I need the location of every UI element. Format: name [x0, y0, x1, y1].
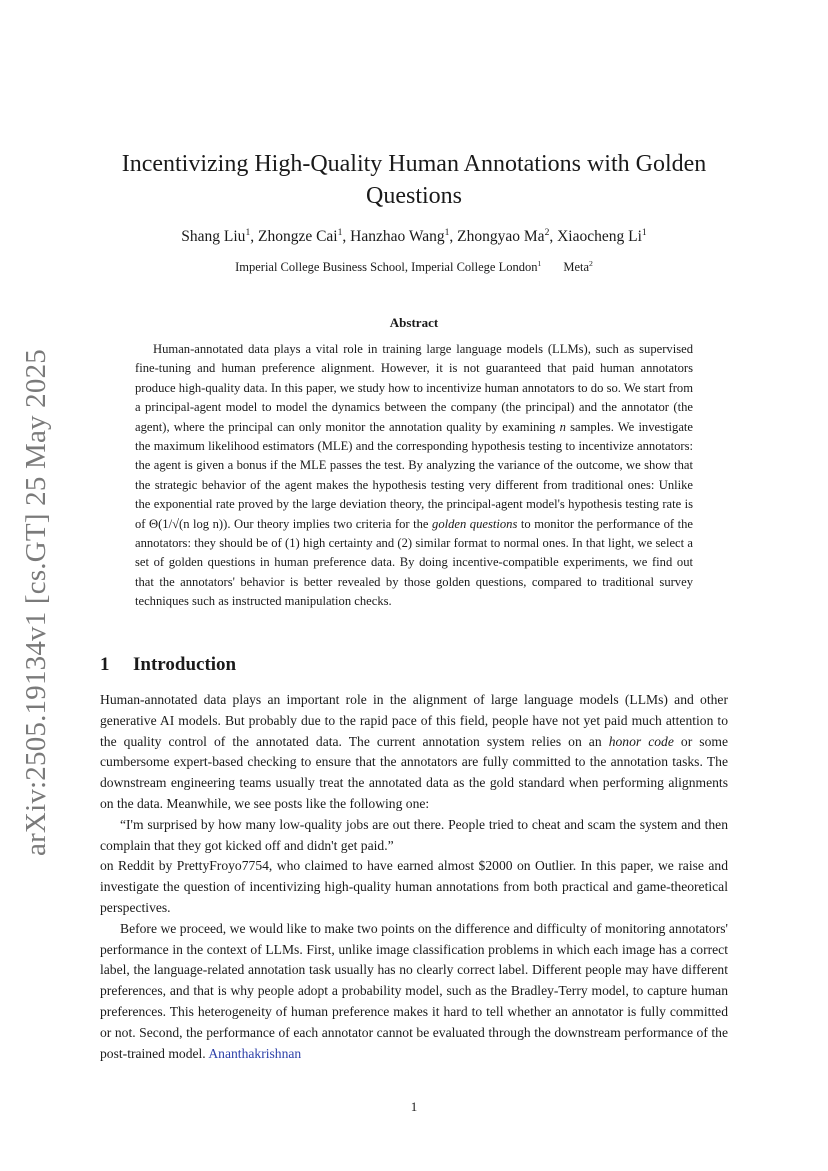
- affiliation-mark: 2: [589, 258, 593, 268]
- author-affiliation-mark: 1: [444, 226, 450, 238]
- author-name: Zhongze Cai: [257, 228, 338, 245]
- math-expression: Θ(1/√(n log n)): [149, 516, 228, 531]
- author-list: Shang Liu$^1$, Zhongze Cai$^1$, Hanzhao Wang$^1$, Zhongyao Ma$^2$, Xiaocheng Li$^1$: [181, 226, 647, 245]
- abstract-text: Human-annotated data plays a vital role in training large language models (LLMs), such as supervised fine-tuning and human preference alignment. However, it is not guaranteed that paid human annotators produce high-quality data. In this paper, we study how to incentivize human annotators to do so. We start from a principal-agent model to model the dynamics between the company (the principal) and the annotator (the agent), where the principal can only monitor the annotation quality by examining n samples. We investigate the maximum likelihood estimators (MLE) and the corresponding hypothesis testing to incentivize annotators: the agent is given a bonus if the MLE passes the test. By analyzing the variance of the outcome, we show that the strategic behavior of the agent makes the hypothesis testing very different from traditional ones: Unlike the exponential rate proved by the large deviation theory, the principal-agent model's hypothesis testing rate is of Θ(1/√(n log n)). Our theory implies two criteria for the golden questions to monitor the performance of the annotators: they should be of (1) high certainty and (2) similar format to normal ones. In that light, we select a set of golden questions in human preference data. By doing incentive-compatible experiments, we find out that the annotators' behavior is better revealed by those golden questions, compared to traditional survey techniques such as instructed manipulation checks.: [135, 342, 694, 609]
- author-affiliation-mark: 1: [337, 226, 343, 238]
- affiliation-list: [100, 260, 728, 275]
- author-affiliation-mark: 2: [544, 226, 550, 238]
- emphasis-text: honor code: [608, 733, 674, 749]
- section-title: Introduction: [133, 654, 237, 675]
- body-text: [100, 690, 728, 1064]
- paper-title: Incentivizing High-Quality Human Annotations with Golden Questions: [121, 151, 707, 209]
- paragraph: on Reddit by PrettyFroyo7754, who claimed to have earned almost $2000 on Outlier. In this paper, we raise and investigate the question of incentivizing high-quality human annotations from both practical and game-theoretical perspectives.: [100, 858, 728, 915]
- affiliation-name: Imperial College Business School, Imperial College London: [235, 260, 538, 274]
- author-affiliation-mark: 1: [641, 226, 647, 238]
- arxiv-identifier-stamp: [16, 348, 56, 856]
- affiliation-mark: 1: [537, 258, 542, 268]
- math-variable: n: [559, 419, 566, 434]
- affiliation-name: Meta: [563, 260, 590, 274]
- author-name: Hanzhao Wang: [350, 228, 445, 245]
- citation-link[interactable]: Ananthakrishnan: [208, 1045, 302, 1061]
- author-affiliation-mark: 1: [245, 226, 251, 238]
- emphasis-text: golden questions: [432, 516, 518, 531]
- arxiv-identifier-text: arXiv:2505.19134v1 [cs.GT] 25 May 2025: [19, 348, 52, 856]
- quote-paragraph: “I'm surprised by how many low-quality jobs are out there. People tried to cheat and scam the system and then complain that they got kicked off and didn't get paid.”: [100, 816, 728, 853]
- author-name: Shang Liu: [181, 228, 246, 245]
- page-number: 1: [410, 1099, 418, 1114]
- author-name: Xiaocheng Li: [557, 228, 642, 245]
- section-number: 1: [100, 654, 110, 675]
- abstract-heading: Abstract: [389, 315, 439, 330]
- paragraph: Before we proceed, we would like to make two points on the difference and difficulty of monitoring annotators' performance in the context of LLMs. First, unlike image classification problems in which each image has a correct label, the language-related annotation task usually has no clearly correct label. Different people may have different preferences, and that is why people adopt a probability model, such as the Bradley-Terry model, to capture human preferences. This heterogeneity of human preference makes it hard to tell whether an annotator is fully committed or not. Second, the performance of each annotator cannot be evaluated through the downstream performance of the post-trained model. Ananthakrishnan: [100, 920, 728, 1061]
- paragraph: Human-annotated data plays an important role in the alignment of large language models (LLMs) and other generative AI models. But probably due to the rapid pace of this field, people have not yet paid much attention to the quality control of the annotated data. The current annotation system relies on an honor code or some cumbersome expert-based checking to ensure that the annotators are fully committed to the annotation tasks. The downstream engineering teams usually treat the annotated data as the gold standard when performing alignments on the data. Meanwhile, we see posts like the following one:: [100, 692, 728, 811]
- section-heading: [100, 654, 236, 676]
- author-name: Zhongyao Ma: [457, 228, 545, 245]
